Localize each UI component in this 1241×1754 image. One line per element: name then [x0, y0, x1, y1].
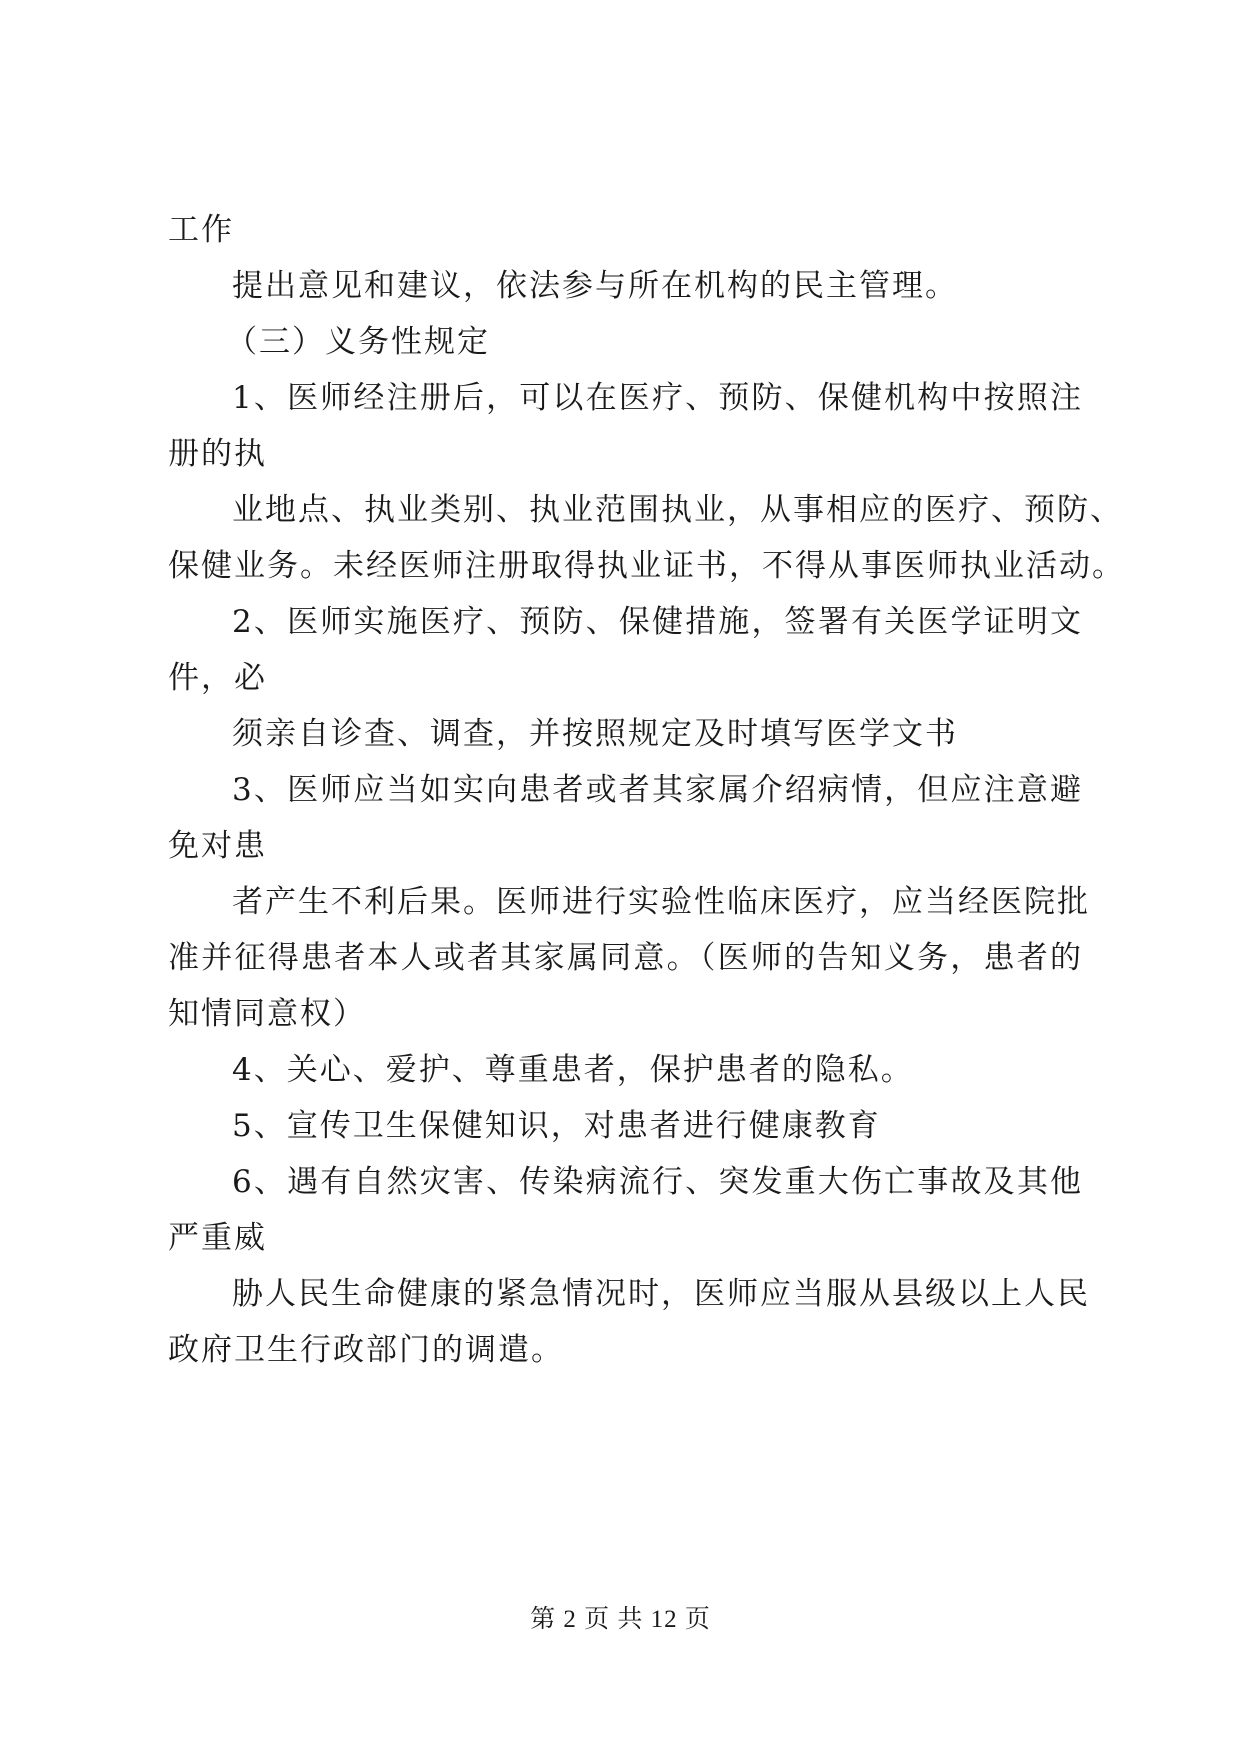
text-line: 准并征得患者本人或者其家属同意。（医师的告知义务，患者的: [168, 940, 1083, 976]
section-heading: （三）义务性规定: [226, 324, 490, 360]
text-line: 提出意见和建议，依法参与所在机构的民主管理。: [232, 268, 958, 304]
text-line: 6、遇有自然灾害、传染病流行、突发重大伤亡事故及其他: [232, 1164, 1083, 1200]
page-number-footer: 第 2 页 共 12 页: [530, 1606, 711, 1633]
text-line: 工作: [168, 212, 234, 248]
text-line: 保健业务。未经医师注册取得执业证书，不得从事医师执业活动。: [168, 548, 1125, 584]
text-line: 3、医师应当如实向患者或者其家属介绍病情，但应注意避: [232, 772, 1083, 808]
text-line: 1、医师经注册后，可以在医疗、预防、保健机构中按照注: [232, 380, 1083, 416]
text-line: 者产生不利后果。医师进行实验性临床医疗，应当经医院批: [232, 884, 1090, 920]
text-line: 4、关心、爱护、尊重患者，保护患者的隐私。: [232, 1052, 914, 1088]
text-line: 件，必: [168, 660, 267, 696]
text-line: 严重威: [168, 1220, 267, 1256]
text-line: 2、医师实施医疗、预防、保健措施，签署有关医学证明文: [232, 604, 1083, 640]
text-line: 知情同意权）: [168, 996, 366, 1032]
text-line: 须亲自诊查、调查，并按照规定及时填写医学文书: [232, 716, 958, 752]
text-line: 业地点、执业类别、执业范围执业，从事相应的医疗、预防、: [232, 492, 1123, 528]
text-line: 免对患: [168, 828, 267, 864]
text-line: 胁人民生命健康的紧急情况时，医师应当服从县级以上人民: [232, 1276, 1090, 1312]
text-line: 5、宣传卫生保健知识，对患者进行健康教育: [232, 1108, 881, 1144]
text-line: 政府卫生行政部门的调遣。: [168, 1332, 564, 1368]
text-line: 册的执: [168, 436, 267, 472]
